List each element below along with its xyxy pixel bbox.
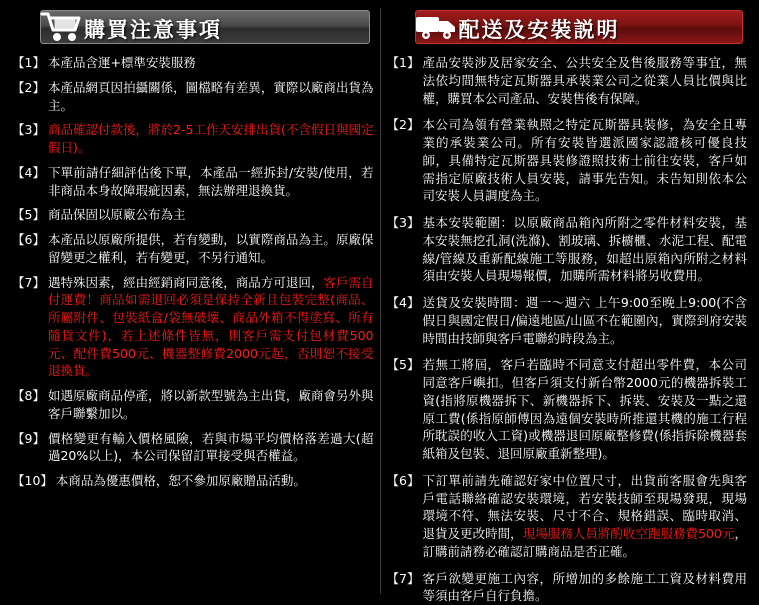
body-text: 商品保固以原廠公布為主 [48, 207, 186, 222]
delivery-item-text [422, 54, 747, 107]
purchase-item-text [48, 54, 374, 72]
delivery-install-column [380, 8, 754, 594]
list-item [387, 294, 748, 347]
purchase-item-number: 【5】 [12, 206, 48, 224]
body-text: 下單前請仔細評估後下單，本產品一經拆封/安裝/使用，若非商品本身故障瑕疵因素，無法辦理退換貨。 [48, 165, 374, 198]
body-text: 產品安裝涉及居家安全、公共安全及售後服務等事宜，無法依均間無特定瓦斯器具承裝業公司之從業人員比價與比權，購買本公司產品、安裝售後有保障。 [422, 55, 747, 106]
body-text: 如遇原廠商品停產，將以新款型號為主出貨，廠商會另外與客戶聯繫加以。 [48, 388, 374, 421]
purchase-item-number: 【7】 [12, 274, 48, 292]
purchase-notes-banner [12, 8, 374, 46]
body-text: 本產品含運+標準安裝服務 [48, 55, 196, 70]
purchase-item-text [48, 231, 374, 267]
delivery-item-number: 【6】 [387, 472, 423, 490]
list-item [12, 79, 374, 115]
body-text: 客戶欲變更施工內容，所增加的多餘施工工資及材料費用等須由客戶自行負擔。 [422, 571, 747, 604]
purchase-item-number: 【6】 [12, 231, 48, 249]
purchase-item-text [48, 274, 374, 381]
purchase-banner-title: 購買注意事項 [84, 14, 222, 44]
delivery-item-number: 【7】 [387, 570, 423, 588]
highlight-text: 客戶需自付運費！商品如需退回必須是保持全新且包裝完整(商品、所屬附件、包裝紙盒/袋無破壞、商品外箱不得塗寫、所有隨貨文件)，若上述條件皆無，則客戶需支付包材費500元、配件費500元、機器整修費2000元起，否則恕不接受退換貨。 [48, 275, 374, 379]
delivery-item-number: 【3】 [387, 214, 423, 232]
body-text: 價格變更有輸入價格風險，若與市場平均價格落差過大(超過20%以上)，本公司保留訂單接受與否權益。 [48, 431, 374, 464]
delivery-item-number: 【4】 [387, 294, 423, 312]
body-text: 基本安裝範圍：以原廠商品箱內所附之零件材料安裝，基本安裝無挖孔洞(洗滌)、割玻璃、拆櫥櫃、水泥工程、配電線/管線及重新配線施工等服務，如超出原箱內所附之材料須由安裝人員現場報價，加購所需材料將另收費用。 [422, 215, 747, 283]
delivery-item-text [422, 472, 747, 561]
highlight-text: 商品確認付款後，將於2-5工作天安排出貨(不含假日與國定假日)。 [48, 122, 374, 155]
delivery-item-text [422, 294, 747, 347]
body-text: 本商品為優惠價格，恕不參加原廠贈品活動。 [56, 473, 306, 488]
list-item [12, 206, 374, 224]
purchase-item-number: 【8】 [12, 387, 48, 405]
purchase-item-number: 【4】 [12, 164, 48, 182]
purchase-item-number: 【3】 [12, 121, 48, 139]
body-text: 送貨及安裝時間：週一～週六 上午9:00至晚上9:00(不含假日與國定假日/偏遠地區/山區不在範圍內，實際到府安裝時間由技師與客戶電聯約時段為主。 [422, 295, 747, 346]
purchase-item-number: 【10】 [12, 472, 56, 490]
purchase-item-text [56, 472, 374, 490]
purchase-item-number: 【1】 [12, 54, 48, 72]
list-item [12, 430, 374, 466]
delivery-item-number: 【1】 [387, 54, 423, 72]
list-item [387, 116, 748, 205]
delivery-item-text [422, 116, 747, 205]
list-item [387, 356, 748, 463]
delivery-item-text [422, 356, 747, 463]
body-text: ，訂購前請務必確認訂購商品是否正確。 [422, 526, 747, 559]
purchase-item-text [48, 164, 374, 200]
purchase-item-text [48, 206, 374, 224]
shopping-cart-icon [38, 8, 84, 44]
body-text: 若無工將屆，客戶若臨時不同意支付超出零件費，本公司同意客戶嶼扣。但客戶須支付新台幣2000元的機器拆裝工資(指將原機器拆下、新機器拆下、拆裝、安裝及一點之還原工費(係指原師傅因為遠個安裝時所推還其機的施工行程所耽誤的收入工資)或機器退回原廠整修費(係指拆除機器套紙箱及包裝、退回原廠重新整理)。 [422, 357, 747, 461]
list-item [12, 387, 374, 423]
list-item [12, 54, 374, 72]
list-item [387, 54, 748, 107]
delivery-install-banner [387, 8, 748, 46]
body-text: 本產品網頁因拍攝關係，圖檔略有差異，實際以廠商出貨為主。 [48, 80, 374, 113]
purchase-notes-list [12, 54, 374, 490]
list-item [12, 274, 374, 381]
delivery-banner-title: 配送及安裝説明 [459, 14, 620, 44]
highlight-text: 現場服務人員將酌收空跑服務費500元 [523, 526, 735, 541]
list-item [387, 214, 748, 285]
delivery-truck-icon [413, 8, 459, 44]
list-item [387, 472, 748, 561]
purchase-item-text [48, 121, 374, 157]
delivery-item-number: 【5】 [387, 356, 423, 374]
body-text: 遇特殊因素，經由經銷商同意後，商品方可退回， [48, 275, 323, 290]
delivery-install-list [387, 54, 748, 605]
delivery-item-text [422, 214, 747, 285]
list-item [12, 472, 374, 490]
purchase-item-number: 【2】 [12, 79, 48, 97]
body-text: 本產品以原廠所提供，若有變動，以實際商品為主。原廠保留變更之權利，若有變更，不另行通知。 [48, 232, 374, 265]
list-item [12, 231, 374, 267]
purchase-item-text [48, 430, 374, 466]
purchase-item-number: 【9】 [12, 430, 48, 448]
purchase-item-text [48, 79, 374, 115]
purchase-notes-column [6, 8, 380, 594]
list-item [12, 121, 374, 157]
purchase-item-text [48, 387, 374, 423]
body-text: 下訂單前請先確認好家中位置尺寸，出貨前客服會先與客戶電話聯絡確認安裝環境，若安裝技師至現場發現，現場環境不符、無法安裝、尺寸不合、規格錯誤、臨時取消、退貨及更改時間， [422, 473, 747, 541]
body-text: 本公司為領有營業執照之特定瓦斯器具裝修，為安全且專業的承裝業公司。所有安裝皆選派國家認證核可優良技師，具備特定瓦斯器具裝修證照技術士前往安裝，客戶如需指定原廠技術人員安裝，請事先告知。未告知則依本公司安裝人員調度為主。 [422, 117, 747, 203]
delivery-item-number: 【2】 [387, 116, 423, 134]
list-item [12, 164, 374, 200]
